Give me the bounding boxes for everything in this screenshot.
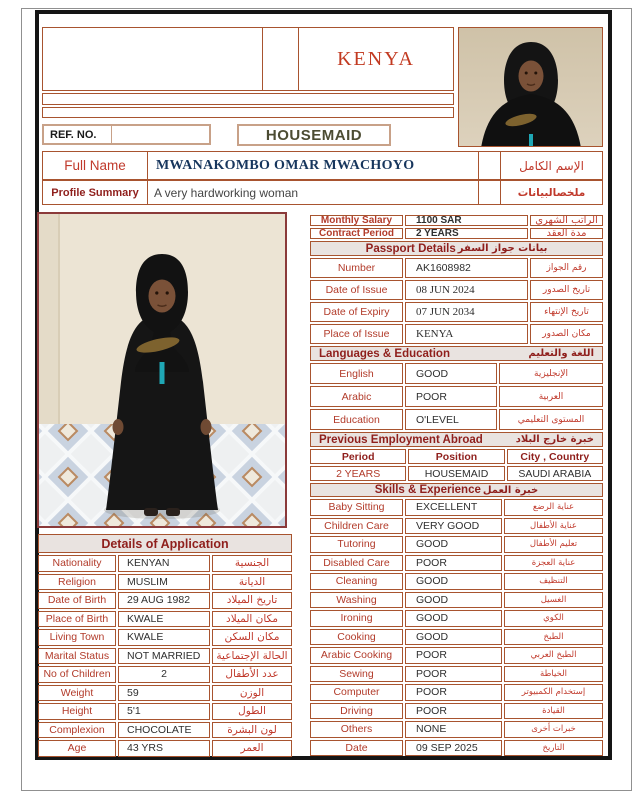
field-value: 2 YEARS (405, 228, 528, 239)
field-label: Baby Sitting (310, 499, 403, 516)
field-value: 1100 SAR (405, 215, 528, 226)
field-label-arabic: لون البشرة (212, 722, 292, 739)
table-row (38, 722, 292, 739)
table-row (310, 228, 603, 239)
field-value: GOOD (405, 629, 502, 646)
table-row (38, 592, 292, 609)
field-value: POOR (405, 647, 502, 664)
field-label: Cooking (310, 629, 403, 646)
field-value: KENYA (405, 324, 528, 344)
languages-title: Languages & Education (319, 347, 450, 360)
field-label: Age (38, 740, 116, 757)
field-label: Complexion (38, 722, 116, 739)
field-value: GOOD (405, 573, 502, 590)
table-row (38, 555, 292, 572)
field-label-arabic: تعليم الأطفال (504, 536, 603, 553)
field-value: 08 JUN 2024 (405, 280, 528, 300)
employment-column-city-country: City , Country (507, 449, 603, 464)
full-name-value: MWANAKOMBO OMAR MWACHOYO (148, 152, 479, 179)
table-row (310, 409, 603, 430)
table-row (310, 324, 603, 344)
field-label-arabic: الغسيل (504, 592, 603, 609)
table-row (38, 574, 292, 591)
applicant-full-length-graphic (39, 214, 285, 526)
field-value: 09 SEP 2025 (405, 740, 502, 757)
header-country-cell (299, 28, 453, 90)
field-label: Date (310, 740, 403, 757)
field-label: Place of Issue (310, 324, 403, 344)
languages-rows (310, 363, 603, 430)
details-of-application-header (38, 534, 292, 553)
field-label-arabic: المستوى التعليمي (499, 409, 603, 430)
field-label: No of Children (38, 666, 116, 683)
table-row (310, 666, 603, 683)
field-label-arabic: تاريخ الميلاد (212, 592, 292, 609)
table-row (310, 740, 603, 757)
field-label: Height (38, 703, 116, 720)
applicant-portrait-graphic (459, 28, 603, 147)
field-value: NOT MARRIED (118, 648, 210, 665)
field-label-arabic: العمر (212, 740, 292, 757)
skills-title-arabic: خبرة العمل (482, 484, 539, 496)
profile-summary-label-arabic: ملخصالبيانات (517, 186, 586, 199)
field-label-arabic: تاريخ الإنتهاء (530, 302, 603, 322)
field-value: KENYAN (118, 555, 210, 572)
field-label: Contract Period (310, 228, 403, 239)
field-value: HOUSEMAID (408, 466, 504, 481)
table-row (310, 647, 603, 664)
field-label-arabic: الجنسية (212, 555, 292, 572)
languages-title-arabic: اللغة والتعليم (528, 348, 594, 359)
field-value: EXCELLENT (405, 499, 502, 516)
field-value: CHOCOLATE (118, 722, 210, 739)
field-value: 2 (118, 666, 210, 683)
field-label: Date of Issue (310, 280, 403, 300)
field-label-arabic: التاريخ (504, 740, 603, 757)
profile-summary-label: Profile Summary (43, 181, 148, 204)
table-row (310, 215, 603, 226)
header-table (42, 27, 454, 91)
field-value: NONE (405, 721, 502, 738)
table-row (310, 555, 603, 572)
field-label: Education (310, 409, 403, 430)
field-label-arabic: عناية الرضع (504, 499, 603, 516)
applicant-photo-small (458, 27, 603, 147)
field-label-arabic: الحالة الإجتماعية (212, 648, 292, 665)
table-row (310, 280, 603, 300)
field-value: 43 YRS (118, 740, 210, 757)
field-label: Children Care (310, 518, 403, 535)
field-label-arabic: خبرات أخرى (504, 721, 603, 738)
field-label: Cleaning (310, 573, 403, 590)
table-row (310, 592, 603, 609)
spacer-cell (479, 152, 501, 179)
field-label-arabic: إستخدام الكمبيوتر (504, 684, 603, 701)
table-row (310, 703, 603, 720)
languages-education-header (310, 346, 603, 361)
field-label-arabic: التنظيف (504, 573, 603, 590)
table-row (38, 703, 292, 720)
field-value: GOOD (405, 592, 502, 609)
field-value: AK1608982 (405, 258, 528, 278)
table-row (310, 466, 603, 481)
field-value: GOOD (405, 610, 502, 627)
field-value: KWALE (118, 611, 210, 628)
header-empty-cell (263, 28, 299, 90)
field-label: Date of Expiry (310, 302, 403, 322)
field-label: Sewing (310, 666, 403, 683)
table-row (310, 258, 603, 278)
table-row (310, 610, 603, 627)
table-row (310, 499, 603, 516)
table-row (310, 629, 603, 646)
table-row (310, 363, 603, 384)
employment-column-position: Position (408, 449, 504, 464)
full-name-label-arabic: الإسم الكامل (519, 158, 584, 173)
field-label: Number (310, 258, 403, 278)
passport-title: Passport Details (365, 242, 456, 255)
ref-no-box (42, 124, 211, 145)
full-name-label: Full Name (43, 152, 148, 179)
header-blank-row (42, 107, 454, 118)
table-row (310, 518, 603, 535)
field-label-arabic: مكان الصدور (530, 324, 603, 344)
field-label: Ironing (310, 610, 403, 627)
employment-title-arabic: خبرة خارج البلاد (515, 434, 594, 445)
field-label-arabic: مكان السكن (212, 629, 292, 646)
field-value: POOR (405, 666, 502, 683)
right-column (310, 215, 603, 758)
field-label-arabic: عدد الأطفال (212, 666, 292, 683)
country-title: KENYA (337, 47, 415, 70)
contract-rows (310, 215, 603, 239)
field-label-arabic: مكان الميلاد (212, 611, 292, 628)
field-label: Date of Birth (38, 592, 116, 609)
field-value: 5'1 (118, 703, 210, 720)
header-blank-row (42, 93, 454, 105)
field-label-arabic: الكوي (504, 610, 603, 627)
field-label-arabic: SAUDI ARABIA (507, 466, 603, 481)
table-row (310, 536, 603, 553)
field-label: Monthly Salary (310, 215, 403, 226)
spacer-cell (479, 181, 501, 204)
field-label-arabic: العربية (499, 386, 603, 407)
field-value: MUSLIM (118, 574, 210, 591)
details-rows (38, 555, 292, 757)
skills-title: Skills & Experience (374, 484, 481, 496)
field-label-arabic: عناية الأطفال (504, 518, 603, 535)
field-label-arabic: تاريخ الصدور (530, 280, 603, 300)
field-value: POOR (405, 386, 497, 407)
field-label: Tutoring (310, 536, 403, 553)
field-value: VERY GOOD (405, 518, 502, 535)
details-title: Details of Application (101, 536, 229, 551)
employment-column-period: Period (310, 449, 406, 464)
field-label-arabic: عناية العجزة (504, 555, 603, 572)
field-label-arabic: مدة العقد (530, 228, 603, 239)
field-value: POOR (405, 555, 502, 572)
document-title-box (237, 124, 391, 146)
field-label: Washing (310, 592, 403, 609)
field-value: KWALE (118, 629, 210, 646)
field-label: Disabled Care (310, 555, 403, 572)
header-logo-cell (43, 28, 263, 90)
field-label-arabic: الراتب الشهري (530, 215, 603, 226)
field-label: Religion (38, 574, 116, 591)
field-label: Marital Status (38, 648, 116, 665)
field-label: Place of Birth (38, 611, 116, 628)
table-row (310, 302, 603, 322)
field-label: Weight (38, 685, 116, 702)
details-of-application-table (38, 534, 292, 759)
field-value: 59 (118, 685, 210, 702)
table-row (310, 386, 603, 407)
field-value: POOR (405, 684, 502, 701)
field-label-arabic: الخياطة (504, 666, 603, 683)
field-label: Others (310, 721, 403, 738)
field-value: O'LEVEL (405, 409, 497, 430)
field-label: English (310, 363, 403, 384)
field-label: Computer (310, 684, 403, 701)
applicant-photo-main (37, 212, 287, 528)
table-row (38, 685, 292, 702)
field-label: 2 YEARS (310, 466, 406, 481)
field-value: POOR (405, 703, 502, 720)
field-value: 07 JUN 2034 (405, 302, 528, 322)
field-label: Arabic (310, 386, 403, 407)
skills-experience-header (310, 483, 603, 497)
employment-rows (310, 466, 603, 481)
skills-rows (310, 499, 603, 756)
field-label: Arabic Cooking (310, 647, 403, 664)
previous-employment-header (310, 432, 603, 447)
table-row (38, 648, 292, 665)
table-row (38, 666, 292, 683)
passport-rows (310, 258, 603, 344)
field-label-arabic: القيادة (504, 703, 603, 720)
field-value: GOOD (405, 536, 502, 553)
table-row (310, 684, 603, 701)
field-value: GOOD (405, 363, 497, 384)
profile-summary-value: A very hardworking woman (148, 181, 479, 204)
field-label-arabic: الطبخ العربي (504, 647, 603, 664)
table-row (310, 721, 603, 738)
ref-no-label: REF. NO. (44, 126, 112, 143)
document-title: HOUSEMAID (265, 126, 363, 144)
field-label: Nationality (38, 555, 116, 572)
table-row (38, 740, 292, 757)
employment-title: Previous Employment Abroad (319, 433, 483, 446)
full-name-row (42, 151, 603, 180)
employment-columns-row (310, 449, 603, 464)
passport-details-header (310, 241, 603, 256)
field-label-arabic: رقم الجواز (530, 258, 603, 278)
field-value: 29 AUG 1982 (118, 592, 210, 609)
field-label: Living Town (38, 629, 116, 646)
ref-no-field (112, 126, 209, 143)
field-label-arabic: الإنجليزية (499, 363, 603, 384)
field-label: Driving (310, 703, 403, 720)
table-row (310, 573, 603, 590)
profile-summary-row (42, 180, 603, 205)
field-label-arabic: الديانة (212, 574, 292, 591)
passport-title-arabic: بيانات جواز السفر (457, 243, 548, 254)
field-label-arabic: الطول (212, 703, 292, 720)
field-label-arabic: الوزن (212, 685, 292, 702)
field-label-arabic: الطبخ (504, 629, 603, 646)
table-row (38, 629, 292, 646)
table-row (38, 611, 292, 628)
